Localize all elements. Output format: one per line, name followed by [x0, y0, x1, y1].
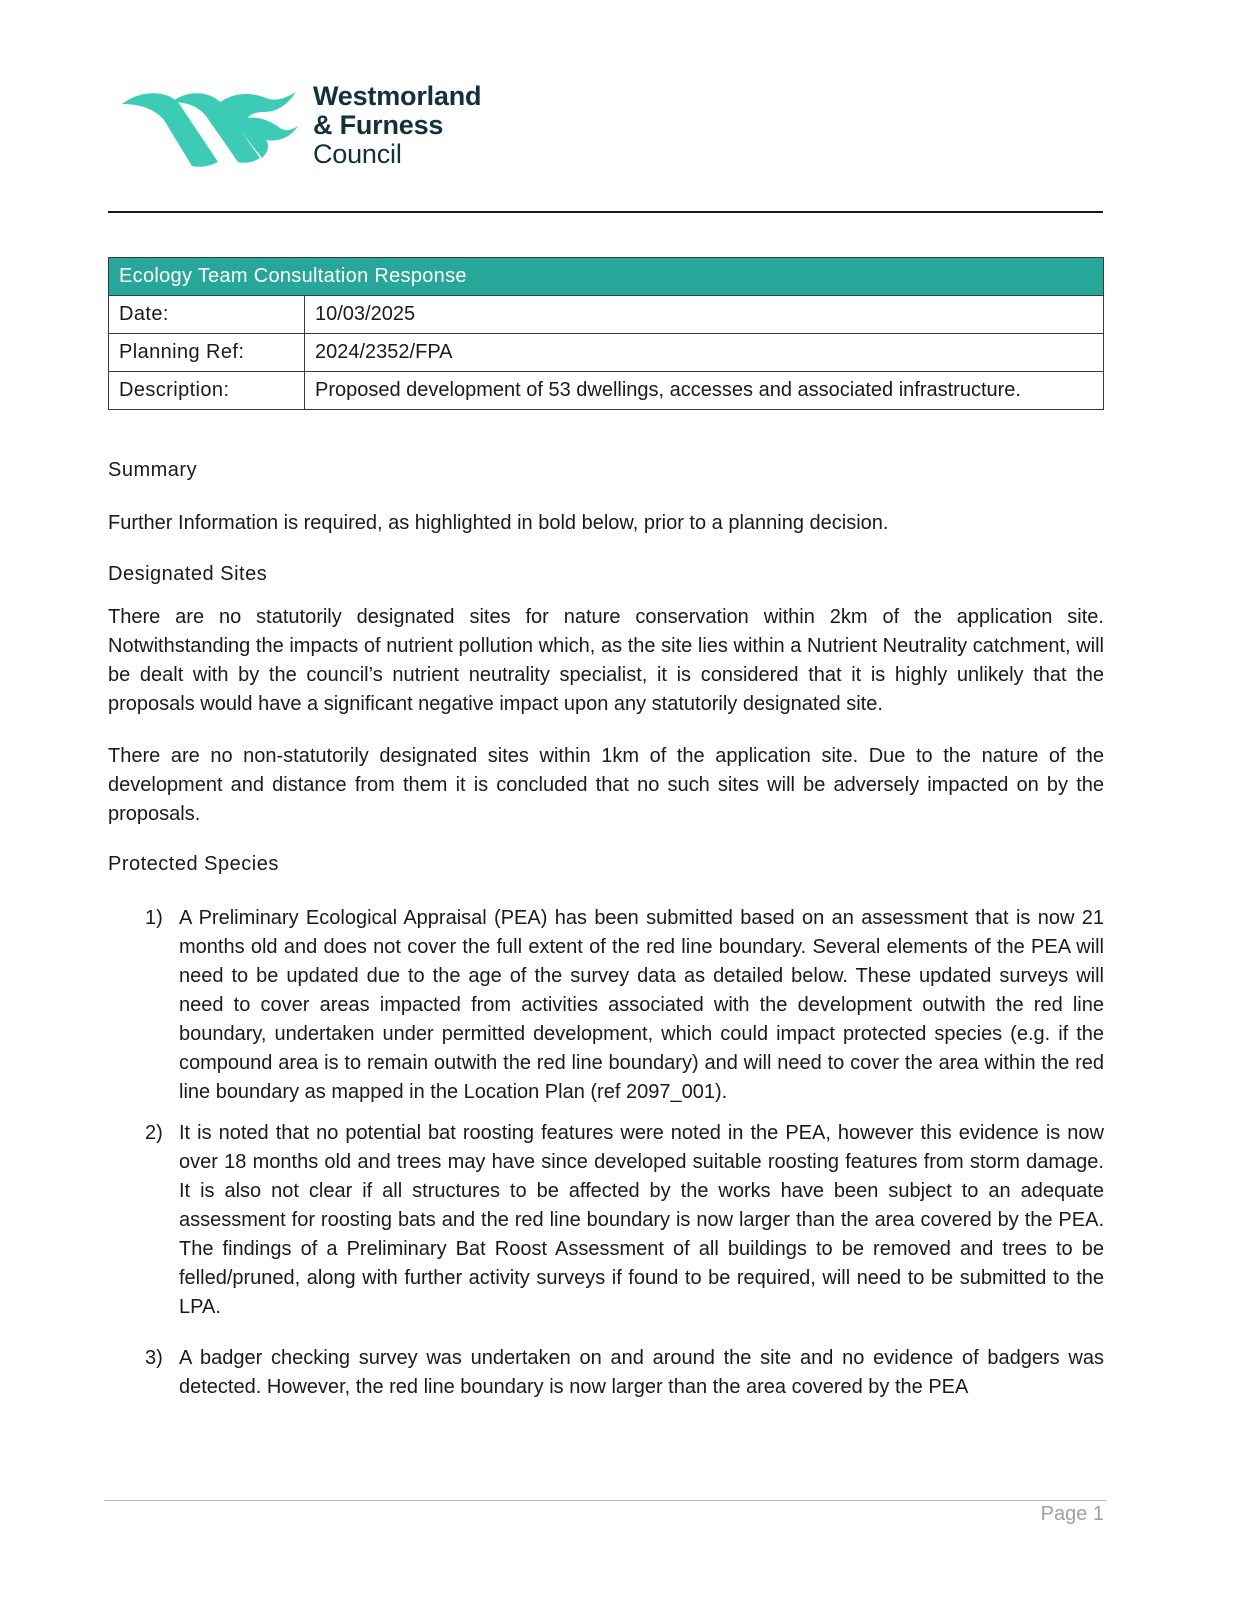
list-item-text: It is noted that no potential bat roosting features were noted in the PEA, however this evidence is now over 18 months old and trees may have since developed suitable roosting features from storm damage. It is also not clear if all structures to be affected by the works have been subject to an adequate assessment for roosting bats and the red line boundary is now larger than the area covered by the PEA. The findings of a Preliminary Bat Roost Assessment of all buildings to be removed and trees to be felled/pruned, along with further activity surveys if found to be required, will need to be submitted to the LPA. [179, 1122, 1104, 1318]
council-name-line2: & Furness [313, 110, 444, 140]
list-item [108, 1344, 1104, 1402]
date-value: 10/03/2025 [305, 296, 1104, 334]
page-number: Page 1 [1040, 1503, 1104, 1525]
designated-sites-paragraph-2: There are no non-statutorily designated sites within 1km of the application site. Due to the nature of the development and distance from them it is concluded that no such sites will be adversely impacted on by the proposals. [108, 745, 1104, 825]
council-name-line3: Council [313, 139, 402, 169]
table-title: Ecology Team Consultation Response [109, 258, 1104, 296]
header-divider [108, 211, 1103, 213]
list-item [108, 1119, 1104, 1322]
summary-heading: Summary [108, 459, 198, 481]
list-item-text: A badger checking survey was undertaken on and around the site and no evidence of badgers was detected. However, the red line boundary is now larger than the area covered by the PEA [179, 1347, 1104, 1398]
list-item-text: A Preliminary Ecological Appraisal (PEA) has been submitted based on an assessment that is now 21 months old and does not cover the full extent of the red line boundary. Several elements of the PEA will need to be updated due to the age of the survey data as detailed below. These updated surveys will need to cover areas impacted from activities associated with the development outwith the red line boundary, undertaken under permitted development, which could impact protected species (e.g. if the compound area is to remain outwith the red line boundary) and will need to cover the area within the red line boundary as mapped in the Location Plan (ref 2097_001). [179, 907, 1104, 1103]
summary-text: Further Information is required, as highlighted in bold below, prior to a planning decision. [108, 512, 889, 534]
table-row-description [109, 372, 1104, 410]
protected-species-list [108, 904, 1104, 1402]
planning-ref-label: Planning Ref: [109, 334, 305, 372]
list-item-number: 2) [145, 1122, 163, 1144]
list-item-number: 1) [145, 907, 163, 929]
designated-sites-heading: Designated Sites [108, 563, 268, 585]
description-label: Description: [109, 372, 305, 410]
list-item [108, 904, 1104, 1107]
protected-species-heading: Protected Species [108, 853, 279, 875]
council-logo [120, 82, 500, 177]
list-item-number: 3) [145, 1347, 163, 1369]
date-label: Date: [109, 296, 305, 334]
designated-sites-paragraph-1: There are no statutorily designated sites for nature conservation within 2km of the application site. Notwithstanding the impacts of nutrient pollution which, as the site lies within a Nutrient Neutrality catchment, will be dealt with by the council’s nutrient neutrality specialist, it is considered that it is highly unlikely that the proposals would have a significant negative impact upon any statutorily designated site. [108, 606, 1104, 715]
consultation-info-table [108, 257, 1104, 410]
description-value: Proposed development of 53 dwellings, accesses and associated infrastructure. [305, 372, 1104, 410]
table-row-date [109, 296, 1104, 334]
council-name [313, 82, 481, 169]
table-row-planning-ref [109, 334, 1104, 372]
planning-ref-value: 2024/2352/FPA [305, 334, 1104, 372]
council-name-line1: Westmorland [313, 81, 482, 111]
footer-divider [104, 1500, 1106, 1501]
council-wave-logo-icon [120, 82, 300, 170]
